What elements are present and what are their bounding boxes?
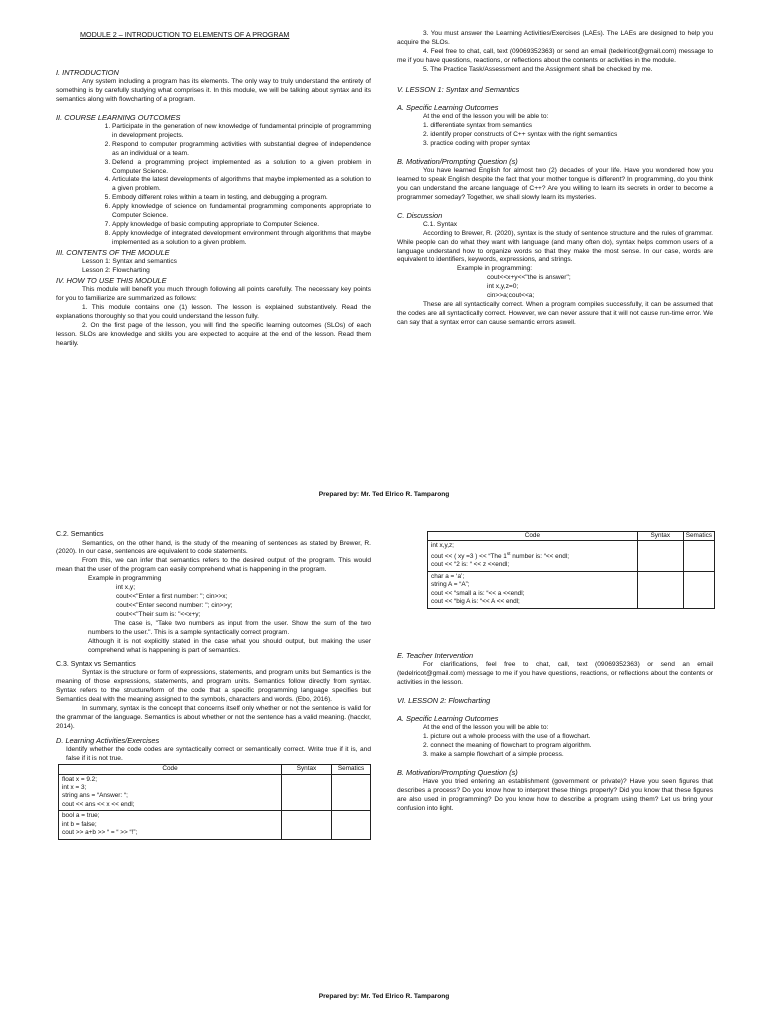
table-cell-code (428, 541, 638, 571)
lae-instruction: Identify whether the code codes are syntactically correct or semantically correct. Write true if it is, and false if it is not true. (66, 746, 371, 763)
svs-text-1: Syntax is the structure or form of expressions, statements, and program units but Semantics is the meaning of those expressions, statements, and program units. Semantics follow directly from syntax. Syntax refers to the structure/form of the code that a specific programming language specifies but Semantics deal with the meaning assigned to the symbols, characters and words. (Ebo, 2016). (56, 669, 371, 704)
slo-item: 1. differentiate syntax from semantics (423, 121, 533, 129)
slo2-item: 1. picture out a whole process with the use of a flowchart. (423, 733, 591, 740)
code-line: cout >> a+b >> “ = “ >> “!”; (62, 829, 138, 837)
slo2-item: 3. make a sample flowchart of a simple process. (423, 750, 564, 758)
slo-item: 2. identify proper constructs of C++ syntax with the right semantics (423, 130, 618, 138)
semantics-case: The case is, "Take two numbers as input from the user. Show the sum of the two numbers to the user.". This is a sample syntactically correct program. (88, 620, 371, 637)
table-header-code: Code (428, 532, 638, 541)
table-cell-semantics[interactable] (332, 774, 371, 811)
svs-text-2: In summary, syntax is the concept that concerns itself only whether or not the sentence is valid for the grammar of the language. Semantics is about whether or not the sentence has a valid meaning. (hacckr, 2014). (56, 705, 371, 731)
table-cell-syntax[interactable] (282, 811, 332, 839)
howto-point-1: 1. This module contains one (1) lesson. The lesson is explained substantively. Read the explanations thoroughly so that you could understand the lesson fully. (56, 304, 371, 320)
outcome-item: 8. Apply knowledge of integrated development environment through algorithms that maybe implemented as a solution to a given problem. (112, 230, 371, 248)
code-line: cout << “small a is: “<< a <<endl; (431, 589, 525, 597)
code-line: float x = 9.2; (62, 775, 97, 783)
semantics-text-2: From this, we can infer that semantics refers to the desired output of the program. This would mean that the user of the program can easily comprehend what is happening in the program. (56, 557, 371, 574)
outcome-item: 4. Articulate the latest developments of algorithms that maybe implemented as a solution to a given problem. (112, 176, 371, 194)
slo2-intro: At the end of the lesson you will be able to: (423, 724, 549, 732)
semantics-code-line: cout<<"Enter a first number: "; cin>>x; (116, 593, 228, 601)
slo-intro: At the end of the lesson you will be able to: (423, 112, 549, 120)
table-cell-semantics[interactable] (683, 541, 714, 571)
semantics-code-line: cout<<"Enter second number: "; cin>>y; (116, 602, 233, 610)
contents-heading: III. CONTENTS OF THE MODULE (56, 248, 170, 258)
code-line: cout << “2 is: “ << z <<endl; (431, 561, 510, 569)
motivation2-text: Have you tried entering an establishment (government or private)? Have you seen figures that describes a process? Do you know how to interpret these things properly? Did you know that these figures are also used in programming? Do you know how to describe a program using them? Let us bring your confusion into light. (397, 777, 713, 812)
code-line: cout << ( xy =3 ) << “The 1st number is: “<< endl; (431, 550, 570, 561)
outcome-item: 3. Defend a programming project implemented as a solution to a given problem in Computer Science. (112, 159, 371, 177)
page1-right-column (397, 30, 713, 328)
table-header-code: Code (59, 765, 282, 774)
lae-heading: D. Learning Activities/Exercises (56, 736, 160, 746)
semantics-code-line: int x,y; (116, 584, 136, 592)
lesson2-heading: VI. LESSON 2: Flowcharting (397, 695, 491, 705)
table-cell-semantics[interactable] (332, 811, 371, 839)
motivation-text: You have learned English for almost two (2) decades of your life. Have you wondered how you learned to speak English despite the fact that your mother tongue is different? In programming, do you think you can understand the arcane language of C++? Are you willing to learn its secrets in order to become a programmer someday? Together, we shall slowly learn its mysteries. (397, 166, 713, 201)
motivation-heading: B. Motivation/Prompting Question (s) (397, 156, 518, 166)
syntax-heading: C.1. Syntax (423, 220, 458, 228)
howto-point-3: 3. You must answer the Learning Activities/Exercises (LAEs). The LAEs are designed to help you acquire the SLOs. (397, 30, 713, 46)
outcome-item: 1. Participate in the generation of new knowledge of fundamental principle of programming in development projects. (112, 123, 371, 141)
outcomes-heading: II. COURSE LEARNING OUTCOMES (56, 112, 181, 122)
table-row (428, 571, 715, 608)
intro-heading: I. INTRODUCTION (56, 67, 119, 77)
howto-point-5: 5. The Practice Task/Assessment and the Assignment shall be checked by me. (423, 65, 653, 73)
page2-right-text (397, 651, 713, 814)
code-line: cout << “big A is: “<< A << endl; (431, 598, 520, 606)
page2-left-column (56, 530, 371, 840)
lae-table-right (427, 531, 715, 609)
table-row (428, 541, 715, 571)
table-cell-semantics[interactable] (683, 571, 714, 608)
lae-table-left (58, 764, 371, 840)
semantics-text-1: Semantics, on the other hand, is the study of the meaning of sentences as stated by Brewer, R. (2020). In our case, sentences are equivalent to code statements. (56, 539, 371, 556)
code-line: bool a = true; (62, 812, 100, 820)
code-line: int x,y,z; (431, 542, 454, 550)
syntax-code-line: int x,y,z=0; (487, 283, 519, 291)
lesson1-heading: V. LESSON 1: Syntax and Semantics (397, 84, 520, 94)
table-header-syntax: Syntax (637, 532, 683, 541)
page2-right-column (427, 531, 715, 609)
table-cell-syntax[interactable] (282, 774, 332, 811)
outcomes-list (56, 123, 371, 248)
module-title: MODULE 2 – INTRODUCTION TO ELEMENTS OF A PROGRAM (80, 30, 290, 39)
page1-left-column (56, 30, 371, 349)
syntax-code-line: cin>>a;cout<<a; (487, 292, 535, 300)
semantics-code-line: cout<<"Their sum is: "<<x+y; (116, 611, 201, 619)
page2-prepared-by: Prepared by: Mr. Ted Elrico R. Tamparong (318, 993, 450, 1000)
howto-intro: This module will benefit you much through following all points carefully. The necessary key points for you to familiarize are summarized as follows: (56, 286, 371, 303)
table-cell-syntax[interactable] (637, 571, 683, 608)
syntax-conclusion: These are all syntactically correct. When a program compiles successfully, it can be assumed that the codes are all syntactically correct. However, we can never assure that it will not cause run-time error. We can say that a syntax error can cause semantic errors aswell. (397, 301, 713, 327)
slo2-item: 2. connect the meaning of flowchart to program algorithm. (423, 741, 592, 749)
syntax-text: According to Brewer, R. (2020), syntax is the study of sentence structure and the rules of grammar. While people can do what they want with language (and many often do), syntax helps common users of a language understand how to organize words so that they make the most sense. In our case, words are equivalent to identifiers, keywords, expressions, and strings. (397, 229, 713, 264)
howto-point-4: 4. Feel free to chat, call, text (09069352363) or send an email (tedelricot@gmail.com) message to me if you have questions, reactions, or reflections about the contents or activities in the module. (397, 47, 713, 64)
code-line: cout << ans << x << endl; (62, 800, 135, 808)
code-line: string ans = “Answer: “; (62, 792, 128, 800)
table-header-syntax: Syntax (282, 765, 332, 774)
code-line: int b = false; (62, 820, 97, 828)
intro-text: Any system including a program has its elements. The only way to truly understand the entirety of something is by carefully studying what comprises it. In this module, we will be talking about syntax and its semantics along with flowcharting of a program. (56, 77, 371, 103)
slo-item: 3. practice coding with proper syntax (423, 139, 531, 147)
semantics-heading: C.2. Semantics (56, 531, 104, 538)
slo2-heading: A. Specific Learning Outcomes (397, 713, 499, 723)
teacher-text: For clarifications, feel free to chat, call, text (09069352363) or send an email (tedelricot@gmail.com) message to me if you have questions, reactions, or reflections about the contents or activities in the lesson. (397, 661, 713, 686)
table-header-semantics: Sematics (332, 765, 371, 774)
syntax-example-label: Example in programming: (457, 265, 533, 273)
table-header-semantics: Sematics (683, 532, 714, 541)
table-cell-code (59, 811, 282, 839)
table-cell-syntax[interactable] (637, 541, 683, 571)
contents-item: Lesson 1: Syntax and semantics (82, 258, 177, 266)
outcome-item: 5. Embody different roles within a team in testing, and debugging a program. (112, 194, 371, 203)
howto-heading: IV. HOW TO USE THIS MODULE (56, 276, 167, 286)
syntax-code-line: cout<<x+y<<"the is answer"; (487, 274, 571, 282)
page1-prepared-by: Prepared by: Mr. Ted Elrico R. Tamparong (318, 491, 450, 498)
semantics-note: Although it is not explicitly stated in the case what you should output, but making the user comprehend what is happening is part of semantics. (88, 638, 371, 654)
table-row (59, 811, 371, 839)
contents-item: Lesson 2: Flowcharting (82, 267, 150, 275)
table-header-row (428, 532, 715, 541)
howto-point-2: 2. On the first page of the lesson, you will find the specific learning outcomes (SLOs) of each lesson. SLOs are knowledge and skills you are expected to acquire at the end of the lesson. Read them heartily. (56, 321, 371, 347)
discussion-heading: C. Discussion (397, 210, 443, 220)
slo-heading: A. Specific Learning Outcomes (397, 102, 499, 112)
table-cell-code (428, 571, 638, 608)
svs-heading: C.3. Syntax vs Semantics (56, 660, 136, 668)
motivation2-heading: B. Motivation/Prompting Question (s) (397, 767, 518, 777)
outcome-item: 7. Apply knowledge of basic computing appropriate to Computer Science. (112, 221, 371, 230)
code-line: char a = ‘a’; (431, 572, 465, 580)
table-cell-code (59, 774, 282, 811)
table-row (59, 774, 371, 811)
teacher-heading: E. Teacher Intervention (397, 651, 474, 660)
outcome-item: 6. Apply knowledge of science on fundamental programming components appropriate to Computer Science. (112, 203, 371, 221)
table-header-row (59, 765, 371, 774)
code-line: int x = 3; (62, 783, 87, 791)
code-line: string A = “A”; (431, 581, 470, 589)
semantics-example-label: Example in programming (88, 575, 162, 583)
outcome-item: 2. Respond to computer programming activities with substantial degree of independence as an individual or a team. (112, 141, 371, 159)
